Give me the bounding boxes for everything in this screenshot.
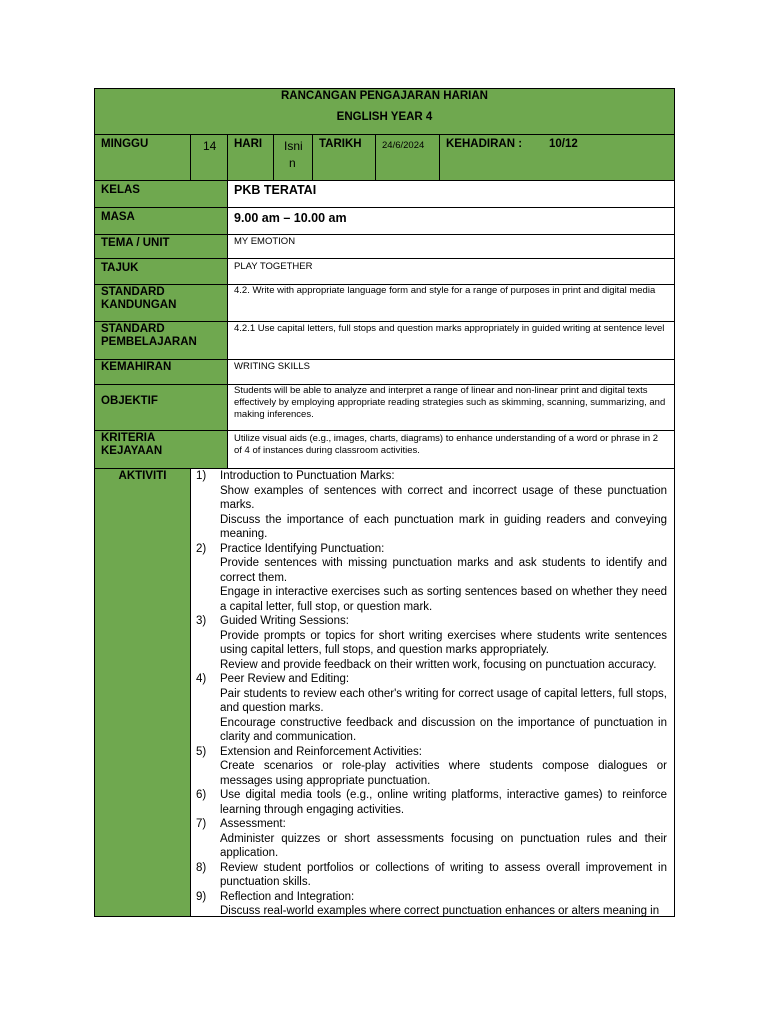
activity-number: 5) bbox=[196, 745, 207, 758]
tarikh-label: TARIKH bbox=[312, 134, 376, 181]
activity-line: Extension and Reinforcement Activities: bbox=[220, 745, 422, 758]
standard-kandungan-label bbox=[94, 284, 228, 322]
form-header bbox=[94, 88, 675, 135]
activity-item bbox=[191, 817, 667, 861]
form-title: RANCANGAN PENGAJARAN HARIAN bbox=[280, 90, 488, 102]
activity-number: 6) bbox=[196, 789, 207, 801]
kelas-label: KELAS bbox=[94, 180, 228, 208]
activity-line: Discuss real-world examples where correct punctuation enhances or alters meaning in bbox=[220, 905, 660, 917]
activity-line: Engage in interactive exercises such as sorting sentences based on whether they need a capital letter, full stop, or question mark. bbox=[220, 586, 667, 613]
activity-line: Show examples of sentences with correct and incorrect usage of these punctuation marks. bbox=[220, 484, 667, 511]
activity-line: Encourage constructive feedback and discussion on the importance of punctuation in clarity and communication. bbox=[220, 716, 667, 743]
activity-item bbox=[191, 890, 667, 918]
minggu-value: 14 bbox=[190, 134, 228, 181]
standard-pembelajaran-label-line1: STANDARD bbox=[101, 323, 165, 335]
kriteria-value: Utilize visual aids (e.g., images, charts, diagrams) to enhance understanding of a word or phrase in 2 of 4 of instances during classroom activities. bbox=[227, 430, 675, 469]
tema-label: TEMA / UNIT bbox=[94, 234, 228, 259]
hari-label: HARI bbox=[227, 134, 274, 181]
aktiviti-label bbox=[94, 468, 191, 917]
activity-line: Provide prompts or topics for short writing exercises where students write sentences using capital letters, full stops, and question marks appropriately. bbox=[220, 629, 667, 656]
standard-kandungan-label-line1: STANDARD bbox=[101, 286, 165, 298]
kehadiran-value: 10/12 bbox=[549, 138, 578, 150]
kriteria-label-line2: KEJAYAAN bbox=[101, 445, 163, 457]
activity-line: Provide sentences with missing punctuation marks and ask students to identify and correct them. bbox=[220, 557, 667, 584]
activity-line: Review student portfolios or collections of writing to assess overall improvement in punctuation skills. bbox=[220, 861, 667, 888]
kemahiran-value: WRITING SKILLS bbox=[227, 359, 675, 385]
standard-pembelajaran-label-line2: PEMBELAJARAN bbox=[101, 336, 197, 348]
activity-line: Assessment: bbox=[220, 818, 286, 830]
kehadiran-cell bbox=[439, 134, 675, 181]
activity-number: 4) bbox=[196, 673, 207, 685]
activity-item bbox=[191, 542, 667, 615]
kehadiran-label: KEHADIRAN : bbox=[446, 138, 523, 150]
aktiviti-label-text: AKTIVITI bbox=[118, 470, 167, 482]
activity-number: 1) bbox=[196, 470, 207, 482]
objektif-value: Students will be able to analyze and interpret a range of linear and non-linear print and digital texts effectively by employing appropriate reading strategies such as skimming, scanning, summarizing, and making inferences. bbox=[227, 384, 675, 431]
form-subtitle: ENGLISH YEAR 4 bbox=[336, 111, 433, 123]
activity-number: 2) bbox=[196, 542, 207, 555]
aktiviti-content bbox=[190, 468, 675, 917]
activity-line: Administer quizzes or short assessments focusing on punctuation rules and their application. bbox=[220, 832, 667, 859]
activity-line: Review and provide feedback on their written work, focusing on punctuation accuracy. bbox=[220, 658, 657, 671]
kriteria-label bbox=[94, 430, 228, 469]
tema-value: MY EMOTION bbox=[227, 234, 675, 259]
kriteria-label-line1: KRITERIA bbox=[101, 432, 156, 444]
hari-value bbox=[273, 134, 313, 181]
activity-item bbox=[191, 861, 667, 890]
activity-line: Create scenarios or role-play activities where students compose dialogues or messages using appropriate punctuation. bbox=[220, 760, 667, 787]
activity-number: 8) bbox=[196, 861, 207, 874]
masa-label: MASA bbox=[94, 207, 228, 235]
masa-value: 9.00 am – 10.00 am bbox=[227, 207, 675, 235]
standard-kandungan-value: 4.2. Write with appropriate language form and style for a range of purposes in print and digital media bbox=[227, 284, 675, 322]
activity-line: Introduction to Punctuation Marks: bbox=[220, 470, 395, 482]
activity-line: Discuss the importance of each punctuation mark in guiding readers and conveying meaning. bbox=[220, 513, 667, 540]
activity-line: Practice Identifying Punctuation: bbox=[220, 542, 385, 555]
activity-item bbox=[191, 614, 667, 672]
standard-pembelajaran-label bbox=[94, 321, 228, 360]
activity-item bbox=[191, 745, 667, 789]
activity-line: Use digital media tools (e.g., online writing platforms, interactive games) to reinforce learning through engaging activities. bbox=[220, 789, 667, 816]
tarikh-value: 24/6/2024 bbox=[375, 134, 440, 181]
activity-line: Peer Review and Editing: bbox=[220, 673, 350, 685]
minggu-label: MINGGU bbox=[94, 134, 191, 181]
standard-pembelajaran-value: 4.2.1 Use capital letters, full stops and question marks appropriately in guided writing at sentence level bbox=[227, 321, 675, 360]
activity-list bbox=[191, 469, 667, 917]
tajuk-value: PLAY TOGETHER bbox=[227, 258, 675, 285]
activity-line: Pair students to review each other's writing for correct usage of capital letters, full stops, and question marks. bbox=[220, 687, 667, 714]
hari-value-line2: n bbox=[289, 156, 296, 170]
kemahiran-label: KEMAHIRAN bbox=[94, 359, 228, 385]
activity-line: Guided Writing Sessions: bbox=[220, 615, 349, 627]
hari-value-line1: Isni bbox=[284, 139, 303, 153]
tajuk-label: TAJUK bbox=[94, 258, 228, 285]
activity-item bbox=[191, 672, 667, 745]
activity-number: 3) bbox=[196, 615, 207, 627]
activity-item bbox=[191, 788, 667, 817]
kelas-value: PKB TERATAI bbox=[227, 180, 675, 208]
objektif-label: OBJEKTIF bbox=[94, 384, 228, 431]
activity-item bbox=[191, 469, 667, 542]
activity-number: 7) bbox=[196, 818, 207, 830]
standard-kandungan-label-line2: KANDUNGAN bbox=[101, 299, 177, 311]
activity-number: 9) bbox=[196, 890, 207, 903]
activity-line: Reflection and Integration: bbox=[220, 890, 355, 903]
